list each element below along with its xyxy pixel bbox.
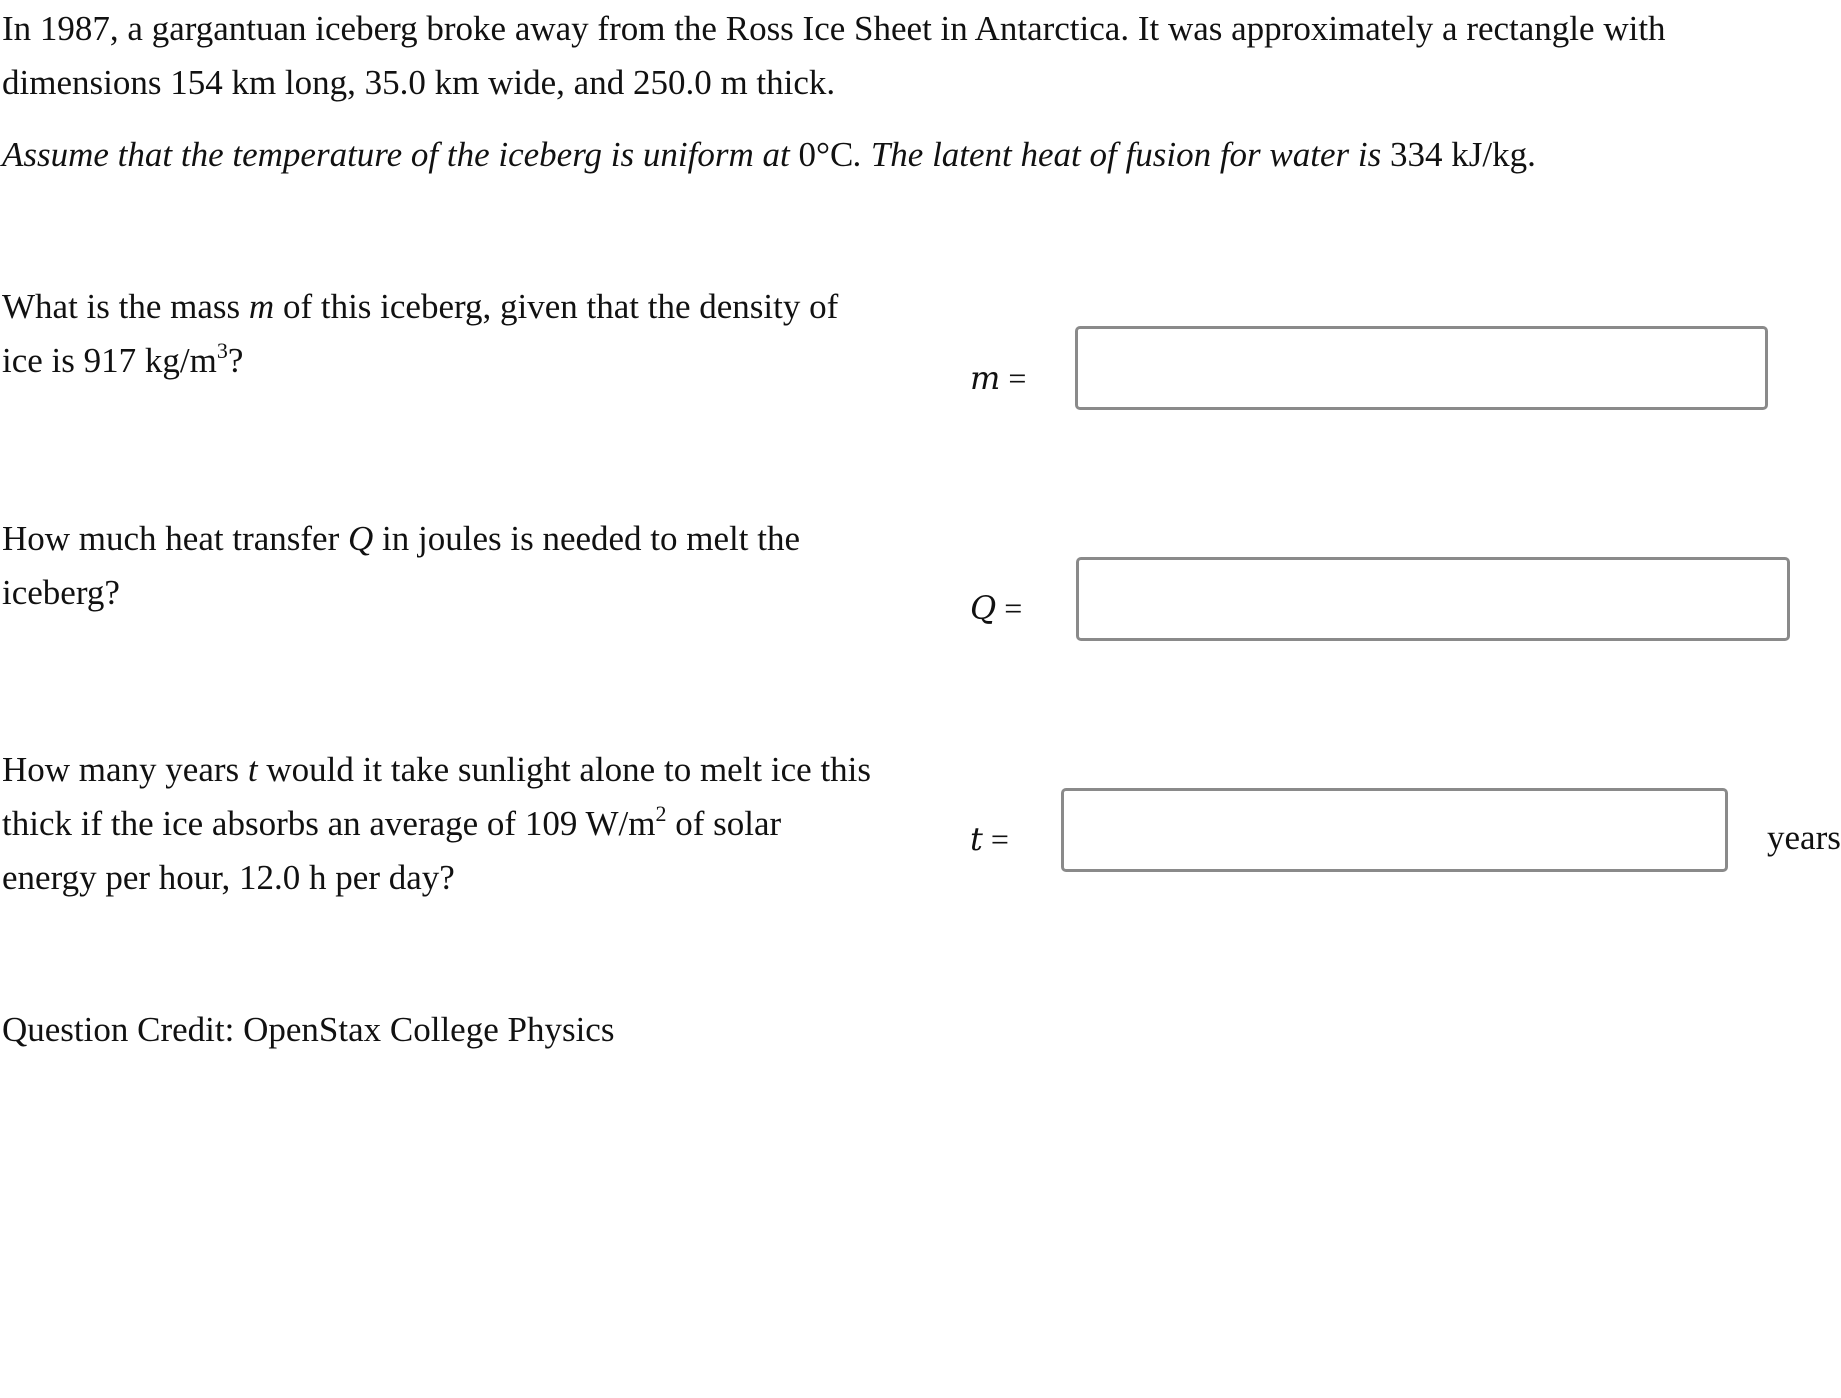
question-mass-var: m — [248, 287, 275, 326]
question-mass-sup: 3 — [216, 338, 228, 363]
heat-label-equals: = — [996, 590, 1023, 626]
question-mass-pre: What is the mass — [2, 287, 249, 326]
time-unit: years — [1767, 818, 1841, 857]
question-heat — [2, 512, 882, 620]
question-time-post: of solar energy per hour, 12.0 h per day? — [2, 804, 782, 897]
mass-label-equals: = — [1000, 360, 1027, 396]
mass-label — [970, 358, 1026, 398]
question-time-pre: How many years — [2, 750, 248, 789]
problem-intro: In 1987, a gargantuan iceberg broke away from the Ross Ice Sheet in Antarctica. It was approximately a rectangle with dimensions 154 km long, 35.0 km wide, and 250.0 m thick. — [2, 9, 1666, 102]
assumption-temperature: 0°C — [798, 135, 854, 174]
question-mass — [2, 280, 882, 388]
assumption-italic-1: Assume that the temperature of the iceberg is uniform at — [2, 135, 799, 174]
question-mass-post: ? — [227, 341, 244, 380]
question-heat-post: in joules is needed to melt the iceberg? — [2, 519, 800, 612]
question-time-sup: 2 — [655, 801, 667, 826]
mass-label-symbol: m — [970, 359, 1001, 397]
assumption-text — [2, 128, 1762, 182]
question-heat-var: Q — [347, 519, 374, 558]
heat-input[interactable] — [1076, 557, 1790, 641]
question-time — [2, 743, 882, 905]
question-credit: Question Credit: OpenStax College Physics — [2, 1010, 615, 1049]
time-label — [970, 819, 1009, 859]
time-label-equals: = — [982, 821, 1009, 857]
assumption-latent-heat: 334 kJ/kg. — [1390, 135, 1536, 174]
assumption-italic-2: . The latent heat of fusion for water is — [853, 135, 1390, 174]
heat-label — [970, 588, 1022, 628]
heat-label-symbol: Q — [970, 589, 997, 627]
question-time-var: t — [247, 750, 258, 789]
time-label-symbol: t — [970, 820, 983, 858]
question-time-mid: would it take sunlight alone to melt ice this thick if the ice absorbs an average of 109 W/m — [2, 750, 872, 843]
time-input[interactable] — [1061, 788, 1728, 872]
question-mass-mid: of this iceberg, given that the density of ice is 917 kg/m — [2, 287, 839, 380]
mass-input[interactable] — [1075, 326, 1768, 410]
question-heat-pre: How much heat transfer — [2, 519, 348, 558]
